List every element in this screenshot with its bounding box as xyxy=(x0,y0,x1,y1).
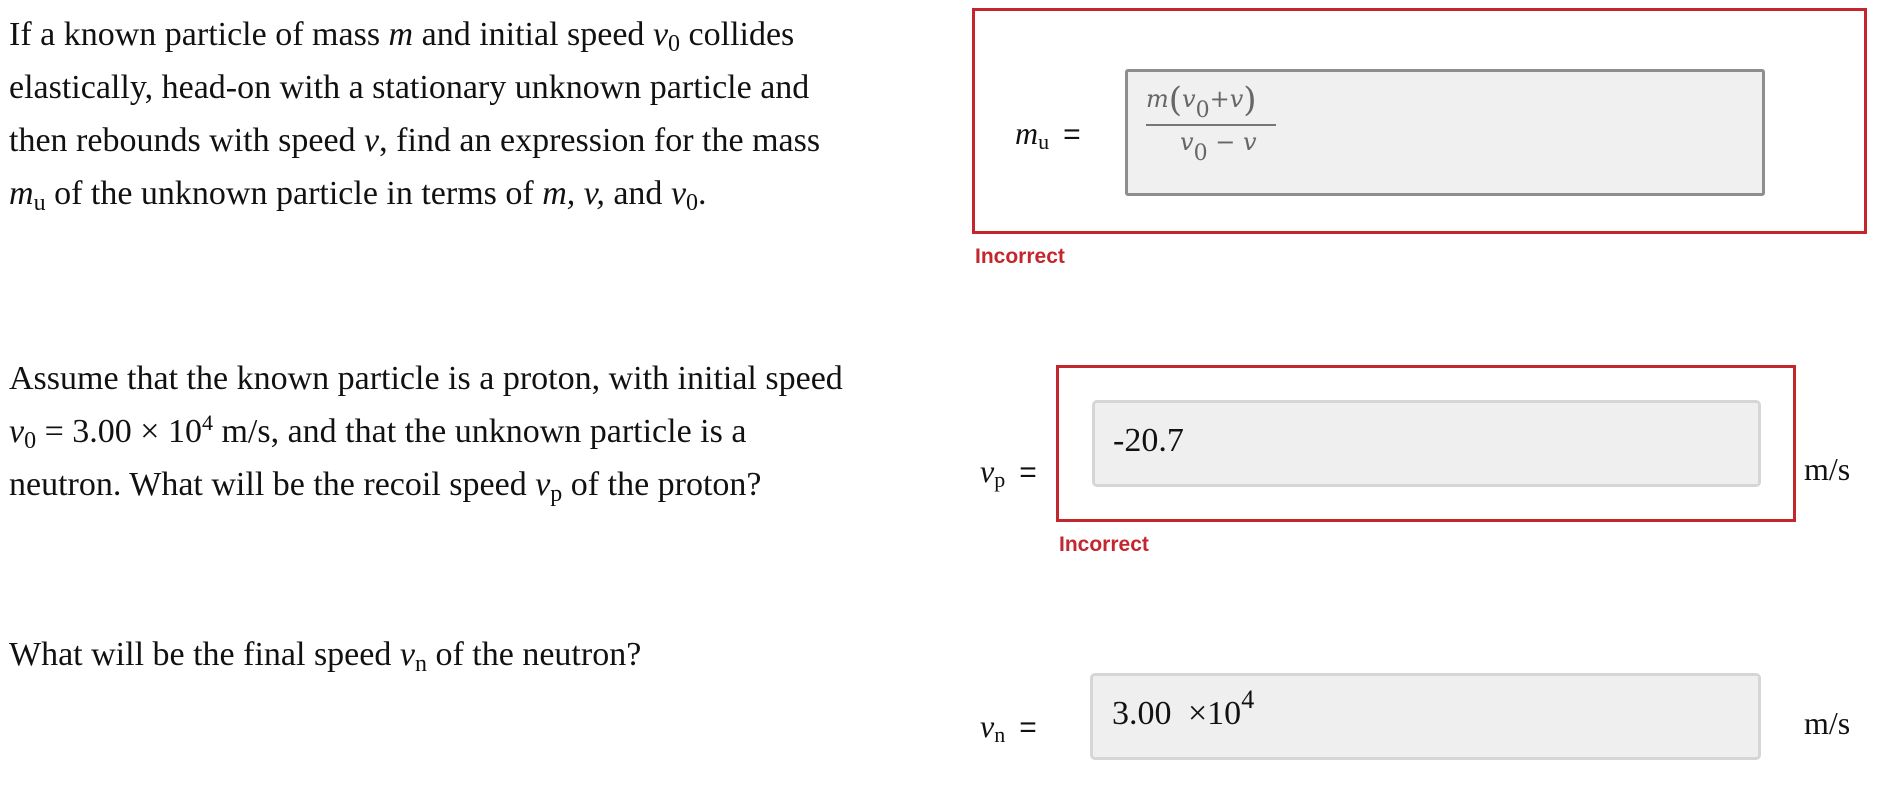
vp-answer-input[interactable] xyxy=(1092,400,1761,487)
question-1-line-2: elastically, head-on with a stationary unknown particle and xyxy=(9,69,810,106)
mu-denominator: v0 − v xyxy=(1180,128,1257,166)
vp-unit: m/s xyxy=(1804,451,1851,487)
question-2-line-2: $v_0 = 3.00 \times 10^4$ m/s, and that the unknown particle is a xyxy=(9,410,747,454)
question-1-text xyxy=(9,8,909,220)
mu-incorrect-status: Incorrect xyxy=(975,245,1065,268)
question-3-text xyxy=(9,628,909,681)
question-1-line-3: then rebounds with speed v, find an expression for the mass xyxy=(9,122,821,159)
vn-exponent: 4 xyxy=(1241,685,1255,714)
mu-fraction-bar xyxy=(1146,124,1276,126)
question-3-line-1: What will be the final speed $v_n$ of the neutron? xyxy=(9,636,642,677)
question-2-line-1: Assume that the known particle is a proton, with initial speed xyxy=(9,360,843,397)
mu-numerator: m(v0+v) xyxy=(1146,80,1257,123)
question-2-text xyxy=(9,352,909,511)
vn-times: ×10 xyxy=(1188,695,1242,732)
vn-unit: m/s xyxy=(1804,705,1851,741)
vn-label: $v_n$ = xyxy=(980,708,1037,747)
question-1-line-4: $m_u$ of the unknown particle in terms of m, v, and $v_0$. xyxy=(9,175,707,216)
question-1-line-1: If a known particle of mass m and initial speed $v_0$ collides xyxy=(9,16,795,57)
vn-answer-value xyxy=(1112,685,1255,733)
vp-label: $v_p$ = xyxy=(980,453,1037,492)
mu-expression xyxy=(1146,80,1286,180)
vp-incorrect-status: Incorrect xyxy=(1059,533,1149,556)
mu-label: $m_u$ = xyxy=(1015,115,1081,154)
vn-mantissa: 3.00 xyxy=(1112,695,1172,732)
vp-answer-value: -20.7 xyxy=(1113,422,1184,459)
question-2-line-3: neutron. What will be the recoil speed $v_p$ of the proton? xyxy=(9,466,762,507)
